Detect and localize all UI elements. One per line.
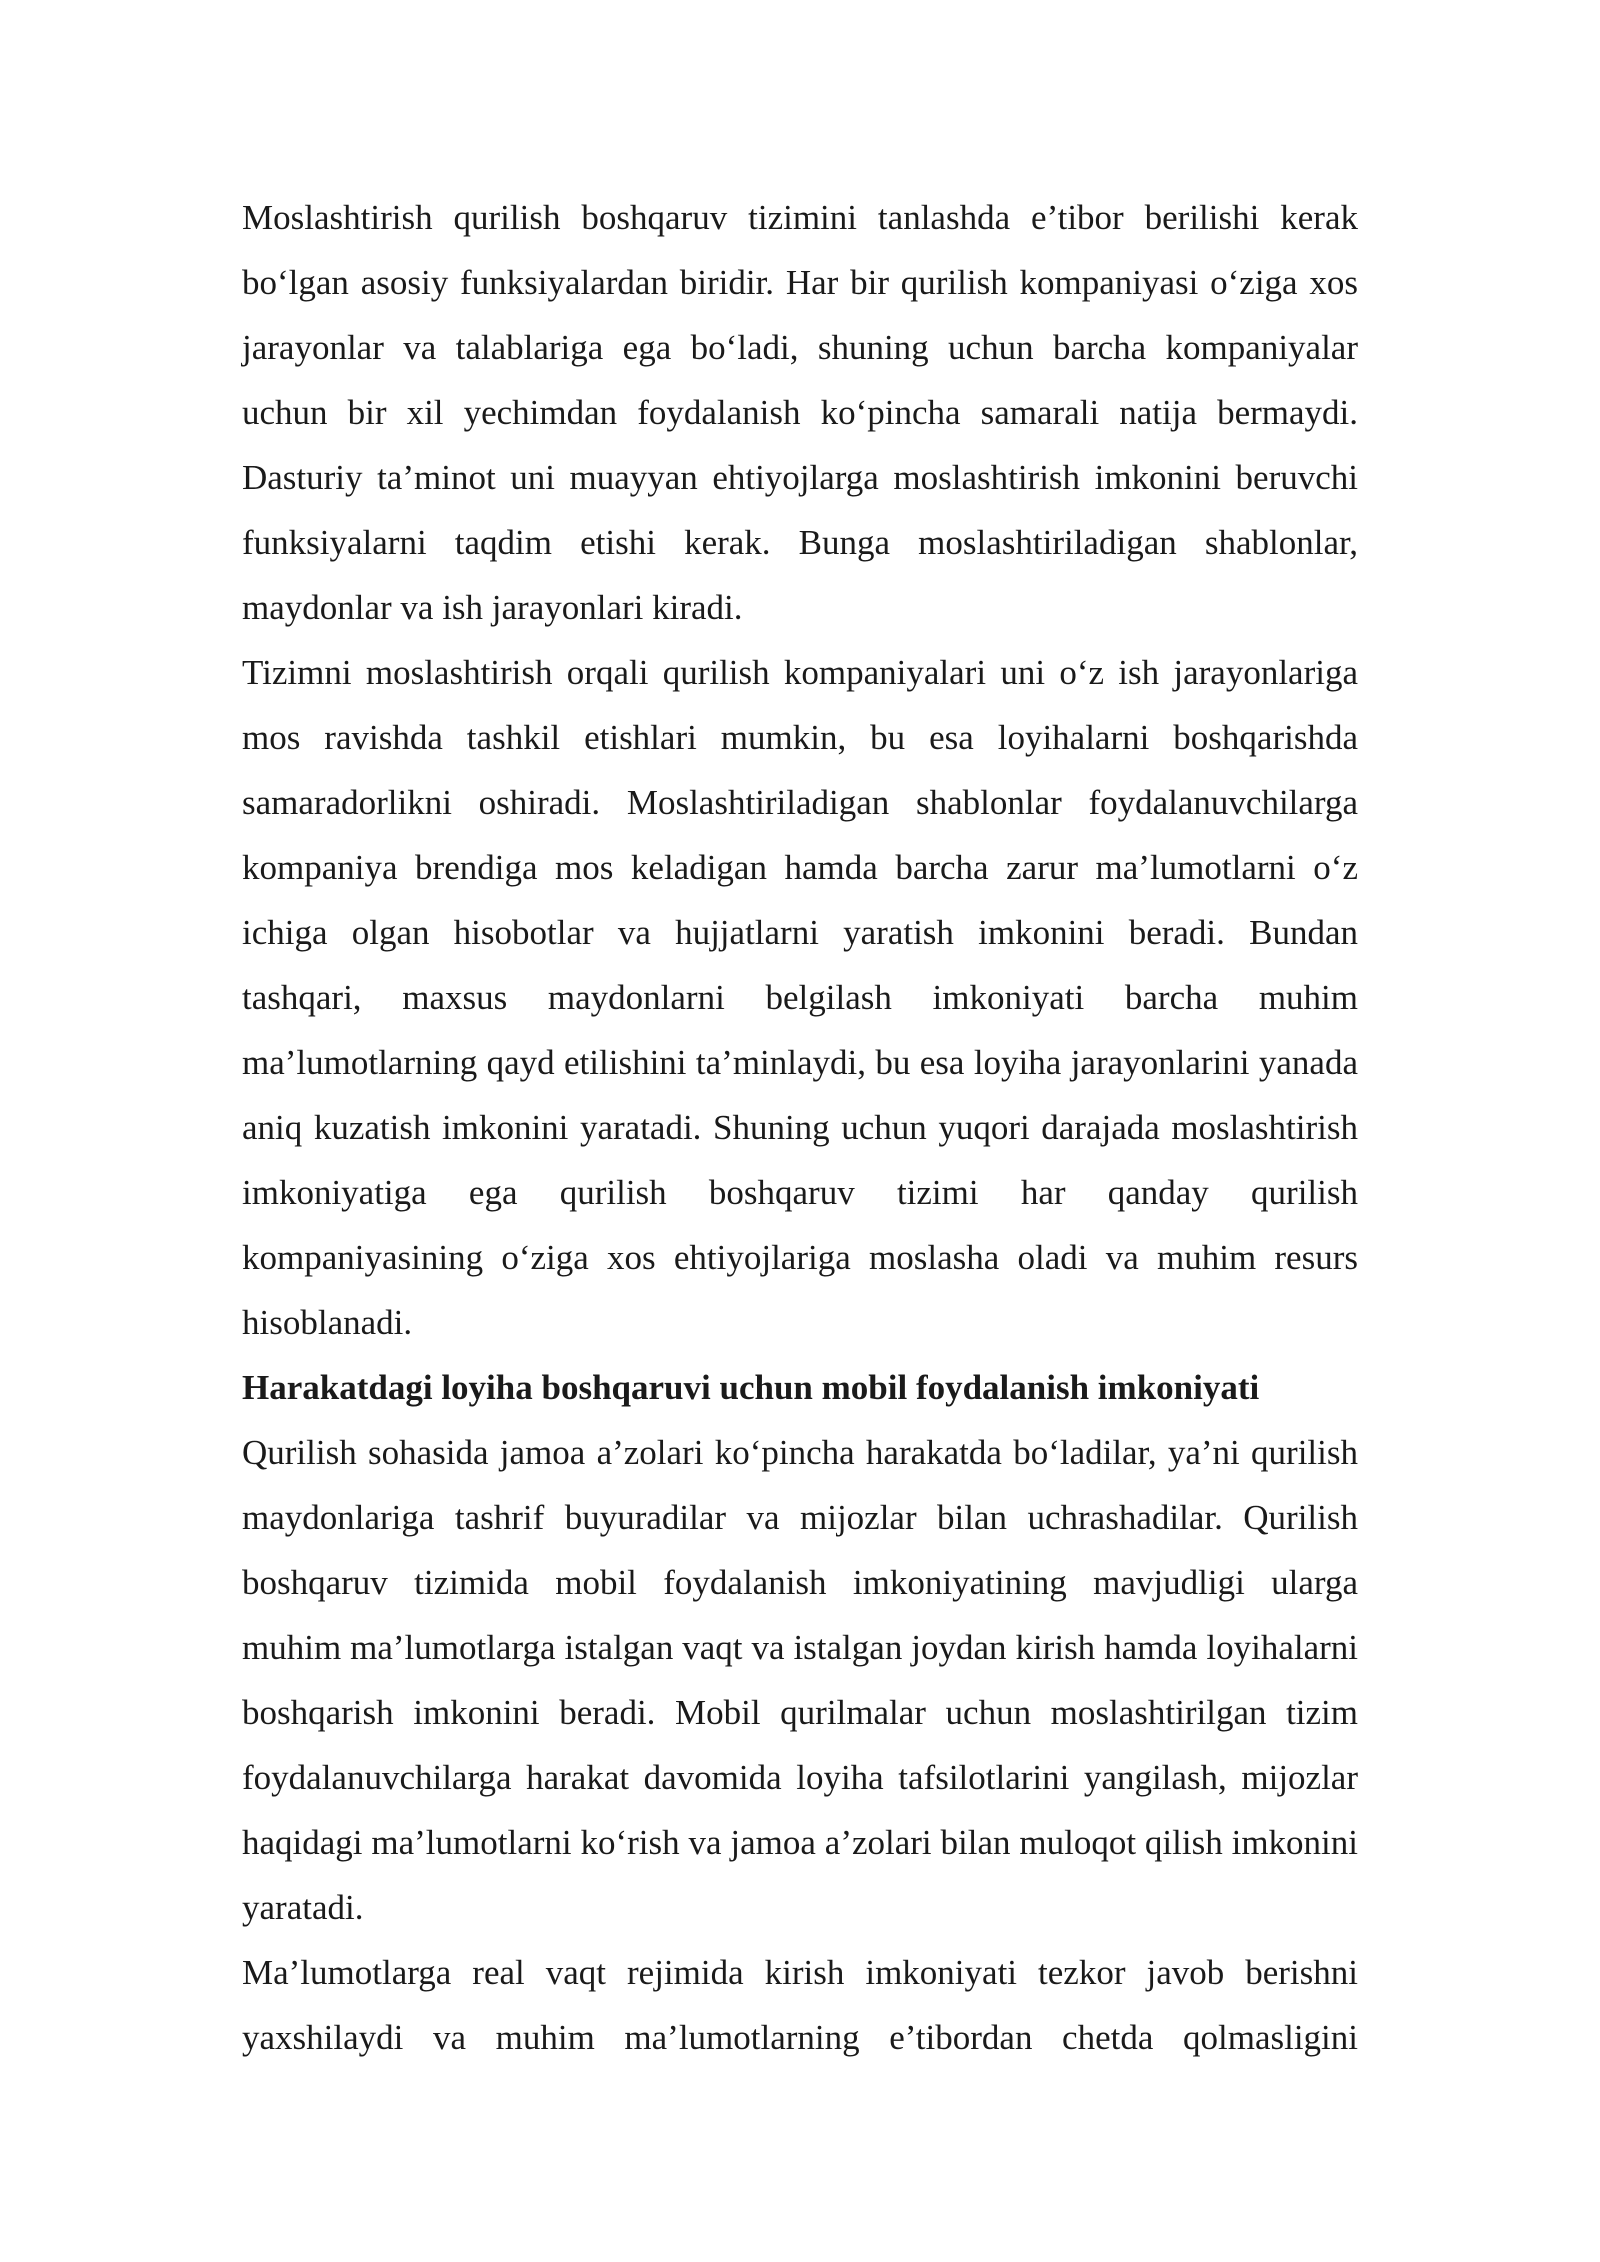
document-body — [242, 185, 1358, 2070]
section-heading-mobile-access: Harakatdagi loyiha boshqaruvi uchun mobil foydalanish imkoniyati — [242, 1368, 1260, 1407]
paragraph-customization-intro: Moslashtirish qurilish boshqaruv tizimini tanlashda e’tibor berilishi kerak bo‘lgan asosiy funksiyalardan biridir. Har bir qurilish kompaniyasi o‘ziga xos jarayonlar va talablariga ega bo‘ladi, shuning uchun barcha kompaniyalar uchun bir xil yechimdan foydalanish ko‘pincha samarali natija bermaydi. Dasturiy ta’minot uni muayyan ehtiyojlarga moslashtirish imkonini beruvchi funksiyalarni taqdim etishi kerak. Bunga moslashtiriladigan shablonlar, maydonlar va ish jarayonlari kiradi. — [242, 198, 1358, 627]
paragraph-realtime-access: Ma’lumotlarga real vaqt rejimida kirish imkoniyati tezkor javob berishni yaxshilaydi va muhim ma’lumotlarning e’tibordan chetda qolmasligini — [242, 1953, 1358, 2057]
paragraph-mobile-access: Qurilish sohasida jamoa a’zolari ko‘pincha harakatda bo‘ladilar, ya’ni qurilish maydonlariga tashrif buyuradilar va mijozlar bilan uchrashadilar. Qurilish boshqaruv tizimida mobil foydalanish imkoniyatining mavjudligi ularga muhim ma’lumotlarga istalgan vaqt va istalgan joydan kirish hamda loyihalarni boshqarish imkonini beradi. Mobil qurilmalar uchun moslashtirilgan tizim foydalanuvchilarga harakat davomida loyiha tafsilotlarini yangilash, mijozlar haqidagi ma’lumotlarni ko‘rish va jamoa a’zolari bilan muloqot qilish imkonini yaratadi. — [242, 1433, 1358, 1927]
paragraph-customization-benefits: Tizimni moslashtirish orqali qurilish kompaniyalari uni o‘z ish jarayonlariga mos ravishda tashkil etishlari mumkin, bu esa loyihalarni boshqarishda samaradorlikni oshiradi. Moslashtiriladigan shablonlar foydalanuvchilarga kompaniya brendiga mos keladigan hamda barcha zarur ma’lumotlarni o‘z ichiga olgan hisobotlar va hujjatlarni yaratish imkonini beradi. Bundan tashqari, maxsus maydonlarni belgilash imkoniyati barcha muhim ma’lumotlarning qayd etilishini ta’minlaydi, bu esa loyiha jarayonlarini yanada aniq kuzatish imkonini yaratadi. Shuning uchun yuqori darajada moslashtirish imkoniyatiga ega qurilish boshqaruv tizimi har qanday qurilish kompaniyasining o‘ziga xos ehtiyojlariga moslasha oladi va muhim resurs hisoblanadi. — [242, 653, 1358, 1342]
